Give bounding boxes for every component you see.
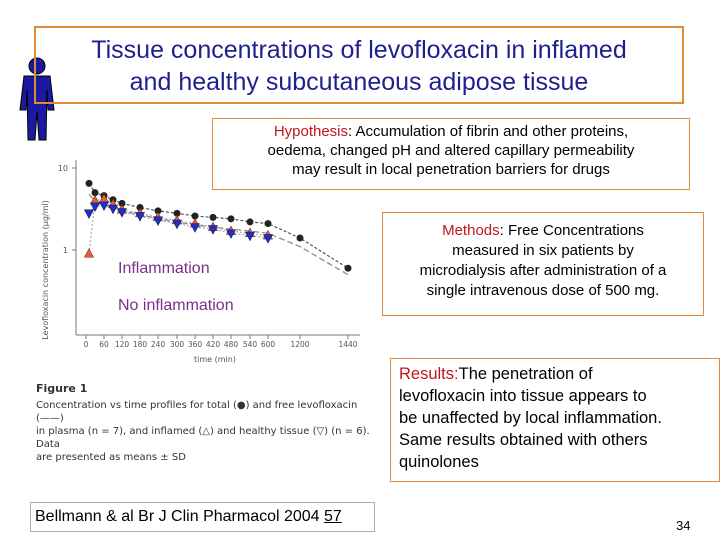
y-tick-label: 10 — [57, 164, 68, 173]
healthy-point — [191, 224, 200, 233]
series-line-0 — [89, 183, 348, 268]
methods-line-2: measured in six patients by — [452, 242, 634, 259]
methods-line-3: microdialysis after administration of a — [419, 262, 667, 279]
legend-inflammation: Inflammation — [118, 260, 210, 277]
total-plasma-point — [228, 215, 235, 222]
x-tick-label: 420 — [205, 340, 221, 349]
methods-box — [382, 212, 704, 316]
inflamed-point — [85, 249, 94, 257]
total-plasma-point — [345, 265, 352, 272]
reference-citation — [30, 502, 375, 532]
results-label: Results: — [399, 365, 459, 383]
healthy-point — [85, 210, 94, 219]
x-tick-label: 120 — [114, 340, 130, 349]
x-tick-label: 480 — [223, 340, 239, 349]
x-tick-label: 1200 — [290, 340, 310, 349]
y-axis-label: Levofloxacin concentration (μg/ml) — [41, 200, 50, 340]
x-tick-label: 240 — [150, 340, 166, 349]
x-tick-label: 180 — [132, 340, 148, 349]
results-line-3: be unaffected by local inflammation. — [399, 409, 662, 427]
results-box — [390, 358, 720, 482]
x-tick-label: 1440 — [338, 340, 358, 349]
figure-caption-line-2: in plasma (n = 7), and inflamed (△) and healthy tissue (▽) (n = 6). Data — [36, 426, 370, 450]
x-tick-label: 300 — [169, 340, 185, 349]
slide-title — [34, 26, 684, 104]
figure-caption-heading: Figure 1 — [36, 382, 88, 395]
legend-no-inflammation: No inflammation — [118, 297, 234, 314]
chart-marks — [85, 180, 352, 272]
y-tick-label: 1 — [62, 246, 68, 255]
x-tick-label: 600 — [260, 340, 276, 349]
x-axis-label: time (min) — [194, 355, 236, 364]
results-line-5: quinolones — [399, 453, 479, 471]
x-tick-label: 360 — [187, 340, 203, 349]
reference-text: Bellmann & al Br J Clin Pharmacol 2004 — [35, 508, 325, 525]
figure-caption-line-3: are presented as means ± SD — [36, 452, 186, 463]
figure-caption — [36, 382, 381, 464]
total-plasma-point — [210, 214, 217, 221]
title-line-2: and healthy subcutaneous adipose tissue — [129, 68, 589, 96]
x-tick-label: 60 — [99, 340, 109, 349]
hypothesis-line-2: oedema, changed pH and altered capillary permeability — [267, 142, 635, 159]
total-plasma-point — [86, 180, 93, 187]
total-plasma-point — [297, 235, 304, 242]
results-line-2: levofloxacin into tissue appears to — [399, 387, 647, 405]
total-plasma-point — [265, 220, 272, 227]
hypothesis-box — [212, 118, 690, 190]
hypothesis-label: Hypothesis — [273, 123, 349, 140]
hypothesis-line-3: may result in local penetration barriers for drugs — [292, 161, 610, 178]
results-line-4: Same results obtained with others — [399, 431, 648, 449]
x-tick-label: 540 — [242, 340, 258, 349]
total-plasma-point — [247, 218, 254, 225]
slide-number: 34 — [676, 518, 691, 533]
methods-label: Methods — [442, 222, 500, 239]
hypothesis-line-1: : Accumulation of fibrin and other proteins, — [348, 123, 629, 140]
results-line-1: The penetration of — [458, 365, 593, 383]
methods-line-1: : Free Concentrations — [499, 222, 644, 239]
title-line-1: Tissue concentrations of levofloxacin in inflamed — [91, 36, 627, 64]
x-tick-label: 0 — [83, 340, 89, 349]
methods-line-4: single intravenous dose of 500 mg. — [426, 282, 660, 299]
reference-volume: 57 — [324, 508, 342, 525]
figure-caption-line-1: Concentration vs time profiles for total (●) and free levofloxacin (——) — [36, 400, 358, 424]
